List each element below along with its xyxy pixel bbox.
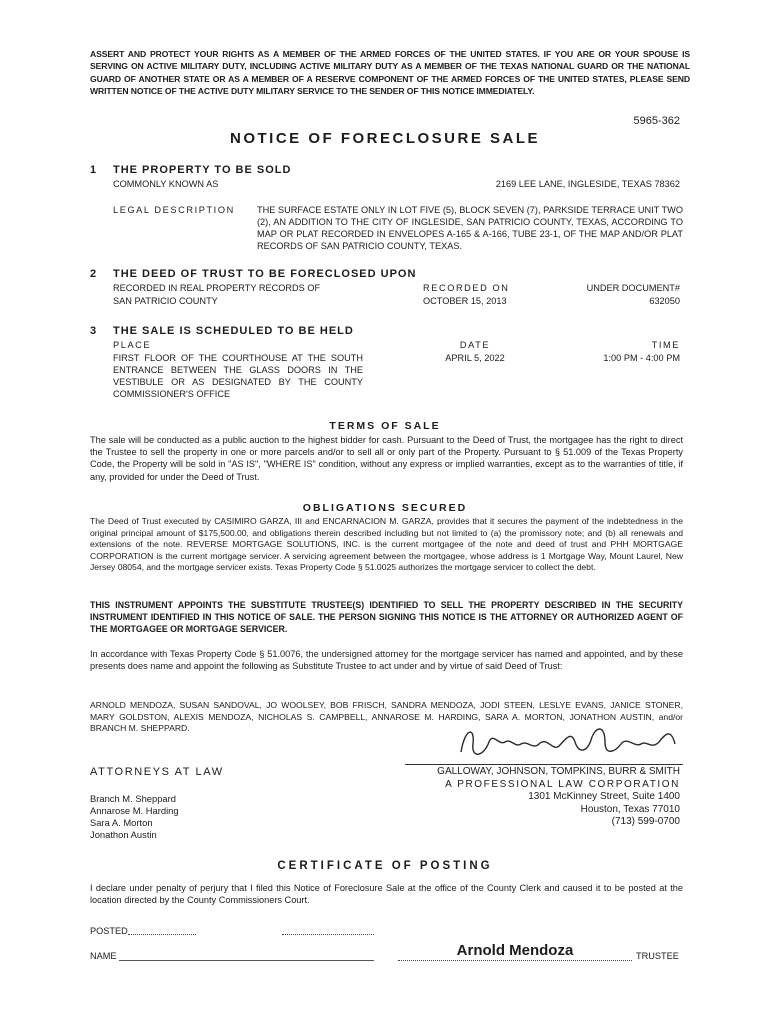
name-label: NAME	[90, 951, 117, 961]
accordance-text: In accordance with Texas Property Code § 51.0076, the undersigned attorney for the mortgage servicer has named and appointed, and by these presents does name and appoint the following as Substitute Trustee to act under and by virtue of said Deed of Trust:	[90, 649, 683, 672]
name-line	[119, 950, 374, 961]
sale-date: APRIL 5, 2022	[445, 353, 505, 363]
recorded-on-label: RECORDED ON	[423, 283, 510, 293]
records-line-1: RECORDED IN REAL PROPERTY RECORDS OF	[113, 283, 321, 293]
attorney-name: Jonathon Austin	[90, 829, 157, 840]
place-label: PLACE	[113, 340, 152, 350]
legal-description-text: THE SURFACE ESTATE ONLY IN LOT FIVE (5), BLOCK SEVEN (7), PARKSIDE TERRACE UNIT TWO (2), AN ADDITION TO THE CITY OF INGLESIDE, SAN PATRICIO COUNTY, TEXAS, ACCORDING TO MAP OR PLAT RECORDED IN ENVELOPES A-165 & A-166, TUBE 23-1, OF THE MAP AND/OR PLAT RECORDS OF SAN PATRICIO COUNTY, TEXAS.	[257, 205, 683, 251]
appointment-statement: THIS INSTRUMENT APPOINTS THE SUBSTITUTE TRUSTEE(S) IDENTIFIED TO SELL THE PROPERTY DESCRIBED IN THE SECURITY INSTRUMENT IDENTIFIED IN THIS NOTICE OF SALE. THE PERSON SIGNING THIS NOTICE IS THE ATTORNEY OR AUTHORIZED AGENT OF THE MORTGAGEE OR MORTGAGE SERVICER.	[90, 600, 683, 634]
section-1-heading: THE PROPERTY TO BE SOLD	[113, 164, 292, 176]
section-1-number: 1	[90, 164, 97, 176]
signature-line	[405, 764, 683, 765]
military-notice: ASSERT AND PROTECT YOUR RIGHTS AS A MEMBER OF THE ARMED FORCES OF THE UNITED STATES. IF YOU ARE OR YOUR SPOUSE IS SERVING ON ACTIVE MILITARY DUTY, INCLUDING ACTIVE MILITARY DUTY AS A MEMBER OF THE TEXAS NATIONAL GUARD OR THE NATIONAL GUARD OF ANOTHER STATE OR AS A MEMBER OF A RESERVE COMPONENT OF THE ARMED FORCES OF THE UNITED STATES, PLEASE SEND WRITTEN NOTICE OF THE ACTIVE DUTY MILITARY SERVICE TO THE SENDER OF THIS NOTICE IMMEDIATELY.	[90, 49, 690, 97]
place-text: FIRST FLOOR OF THE COURTHOUSE AT THE SOUTH ENTRANCE BETWEEN THE GLASS DOORS IN THE VESTIBULE OR AS DESIGNATED BY THE COUNTY COMMISSIONER'S OFFICE	[113, 353, 363, 399]
document-number-label: UNDER DOCUMENT#	[586, 283, 680, 293]
trustee-label: TRUSTEE	[636, 951, 679, 961]
attorney-name: Sara A. Morton	[90, 817, 153, 828]
attorney-names	[90, 793, 179, 841]
section-3-heading: THE SALE IS SCHEDULED TO BE HELD	[113, 325, 354, 337]
attorney-name: Branch M. Sheppard	[90, 793, 176, 804]
terms-heading: TERMS OF SALE	[329, 420, 441, 432]
commonly-known-label: COMMONLY KNOWN AS	[113, 179, 219, 189]
law-firm-street: 1301 McKinney Street, Suite 1400	[528, 791, 680, 802]
page-title: NOTICE OF FORECLOSURE SALE	[229, 130, 540, 147]
posted-time-line	[282, 925, 374, 935]
section-3-number: 3	[90, 325, 97, 337]
law-firm-subtitle: A PROFESSIONAL LAW CORPORATION	[445, 778, 680, 790]
attorney-name: Annarose M. Harding	[90, 805, 179, 816]
terms-text: The sale will be conducted as a public auction to the highest bidder for cash. Pursuant to the Deed of Trust, the mortgagee has the right to direct the Trustee to sell the property in one or more parcels and/or to sell all or only part of the Property. Pursuant to § 51.009 of the Texas Property Code, the Property will be sold in "AS IS", "WHERE IS" condition, without any express or implied warranties, except as to the warranties of title, if any, provided for under the Deed of Trust.	[90, 435, 683, 482]
document-number: 5965-362	[633, 115, 680, 127]
certificate-text: I declare under penalty of perjury that I filed this Notice of Foreclosure Sale at the office of the County Clerk and caused it to be posted at the location directed by the County Commissioners Court.	[90, 883, 683, 906]
law-firm-city: Houston, Texas 77010	[580, 803, 680, 815]
sale-time: 1:00 PM - 4:00 PM	[603, 353, 680, 363]
posted-label: POSTED	[90, 926, 128, 936]
posted-date-line	[128, 925, 196, 935]
time-label: TIME	[651, 340, 680, 350]
date-label: DATE	[459, 340, 491, 350]
attorney-signature	[455, 722, 685, 768]
recorded-on-value: OCTOBER 15, 2013	[423, 296, 507, 306]
property-address: 2169 LEE LANE, INGLESIDE, TEXAS 78362	[495, 179, 680, 189]
law-firm-block	[437, 766, 680, 829]
law-firm-name: GALLOWAY, JOHNSON, TOMPKINS, BURR & SMITH	[437, 766, 680, 777]
obligations-text: The Deed of Trust executed by CASIMIRO GARZA, III and ENCARNACION M. GARZA, provides that it secures the payment of the indebtedness in the original principal amount of $175,500.00, and obligations therein described including but not limited to (a) the promissory note; and (b) all renewals and extensions of the note. REVERSE MORTGAGE SOLUTIONS, INC. is the current mortgagee of the note and deed of trust and PHH MORTGAGE CORPORATION is the current mortgage servicer. A servicing agreement between the mortgagee, whose address is 1 Mortgage Way, Mount Laurel, New Jersey 08054, and the mortgage servicer exists. Texas Property Code § 51.0025 authorizes the mortgage servicer to collect the debt.	[90, 516, 683, 573]
certificate-heading: CERTIFICATE OF POSTING	[277, 860, 493, 872]
substitute-trustees-list: ARNOLD MENDOZA, SUSAN SANDOVAL, JO WOOLSEY, BOB FRISCH, SANDRA MENDOZA, JODI STEEN, LESLYE EVANS, JANICE STONER, MARY GOLDSTON, ALEXIS MENDOZA, NICHOLAS S. CAMPBELL, ANNAROSE M. HARDING, SARA A. MORTON, JONATHON AUSTIN, and/or BRANCH M. SHEPPARD.	[90, 700, 683, 734]
obligations-heading: OBLIGATIONS SECURED	[302, 502, 468, 514]
law-firm-phone: (713) 599-0700	[611, 816, 680, 827]
section-2-number: 2	[90, 268, 97, 280]
legal-description-label: LEGAL DESCRIPTION	[113, 205, 235, 215]
trustee-printed-name: Arnold Mendoza	[456, 942, 574, 959]
attorneys-at-law-label: ATTORNEYS AT LAW	[90, 766, 224, 778]
document-number-value: 632050	[649, 296, 680, 306]
records-line-2: SAN PATRICIO COUNTY	[113, 296, 218, 306]
section-2-heading: THE DEED OF TRUST TO BE FORECLOSED UPON	[113, 268, 417, 280]
